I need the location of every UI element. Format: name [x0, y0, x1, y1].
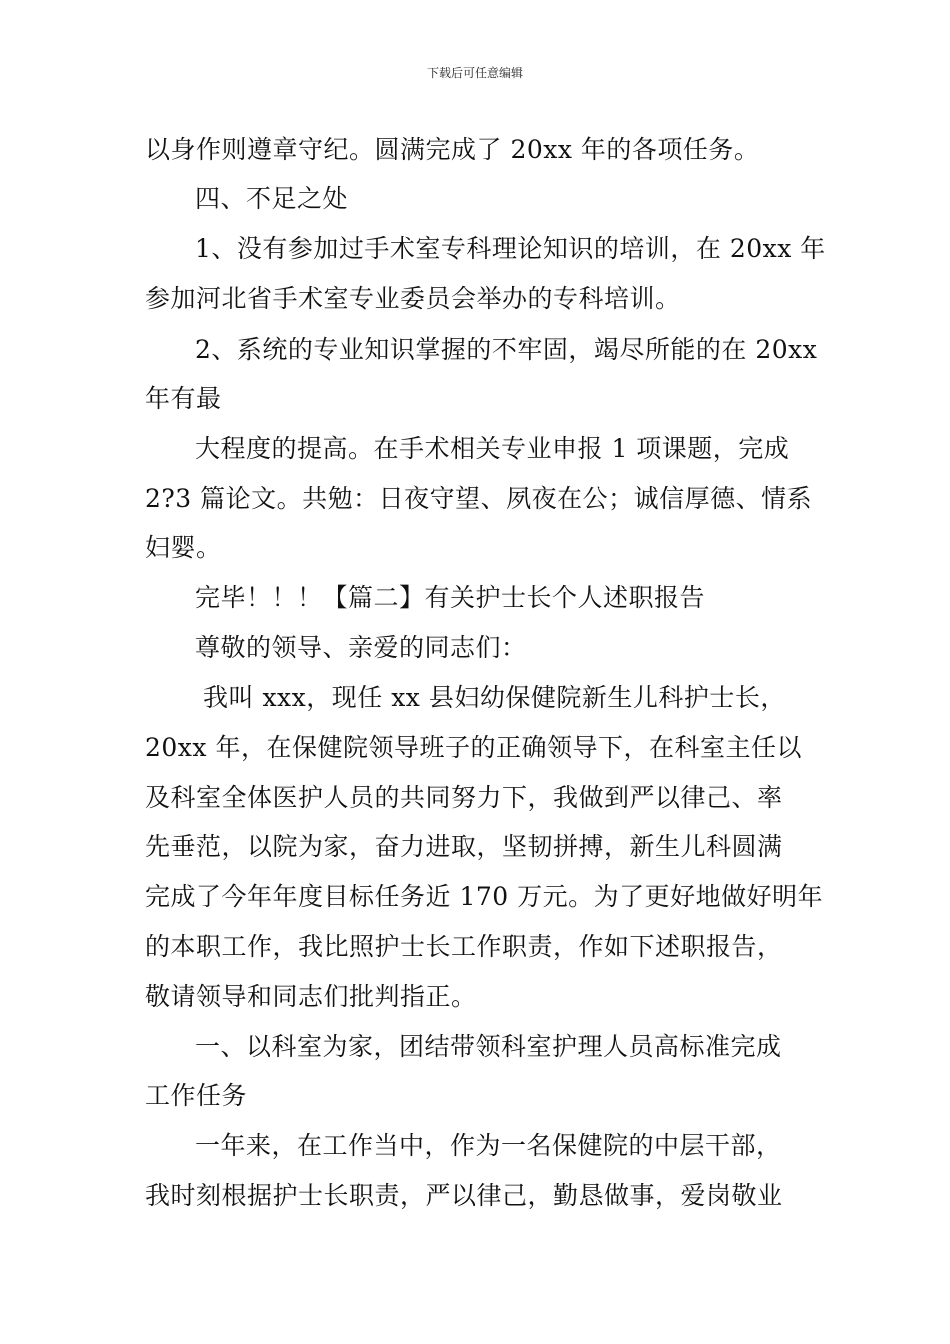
text-line: 2?3 篇论文。共勉：日夜守望、夙夜在公；诚信厚德、情系 [145, 484, 813, 513]
page-header-note: 下载后可任意编辑 [426, 66, 523, 80]
text-line: 妇婴。 [145, 533, 222, 562]
text-line: 及科室全体医护人员的共同努力下，我做到严以律己、率 [145, 783, 783, 812]
section-title: 完毕！！！【篇二】有关护士长个人述职报告 [195, 583, 706, 612]
text-line: 的本职工作，我比照护士长工作职责，作如下述职报告， [145, 932, 783, 961]
text-line: 一年来，在工作当中，作为一名保健院的中层干部， [195, 1131, 782, 1160]
text-line: 20xx 年，在保健院领导班子的正确领导下，在科室主任以 [145, 733, 802, 762]
text-line: 我时刻根据护士长职责，严以律己，勤恳做事，爱岗敬业 [145, 1181, 783, 1210]
text-line: 完成了今年年度目标任务近 170 万元。为了更好地做好明年 [145, 882, 824, 911]
text-line: 以身作则遵章守纪。圆满完成了 20xx 年的各项任务。 [145, 135, 760, 164]
text-line: 1、没有参加过手术室专科理论知识的培训，在 20xx 年 [195, 234, 826, 263]
text-line: 年有最 [145, 384, 222, 413]
text-line: 大程度的提高。在手术相关专业申报 1 项课题，完成 [195, 434, 790, 463]
text-line: 2、系统的专业知识掌握的不牢固，竭尽所能的在 20xx [195, 335, 818, 364]
section-heading: 一、以科室为家，团结带领科室护理人员高标准完成 [195, 1032, 782, 1061]
text-line: 参加河北省手术室专业委员会举办的专科培训。 [145, 284, 681, 313]
salutation: 尊敬的领导、亲爱的同志们： [195, 633, 527, 662]
text-line: 先垂范，以院为家，奋力进取，坚韧拼搏，新生儿科圆满 [145, 832, 783, 861]
text-line: 敬请领导和同志们批判指正。 [145, 982, 477, 1011]
text-line: 我叫 xxx，现任 xx 县妇幼保健院新生儿科护士长， [203, 683, 786, 712]
text-line: 工作任务 [145, 1081, 248, 1110]
section-heading: 四、不足之处 [195, 184, 349, 213]
